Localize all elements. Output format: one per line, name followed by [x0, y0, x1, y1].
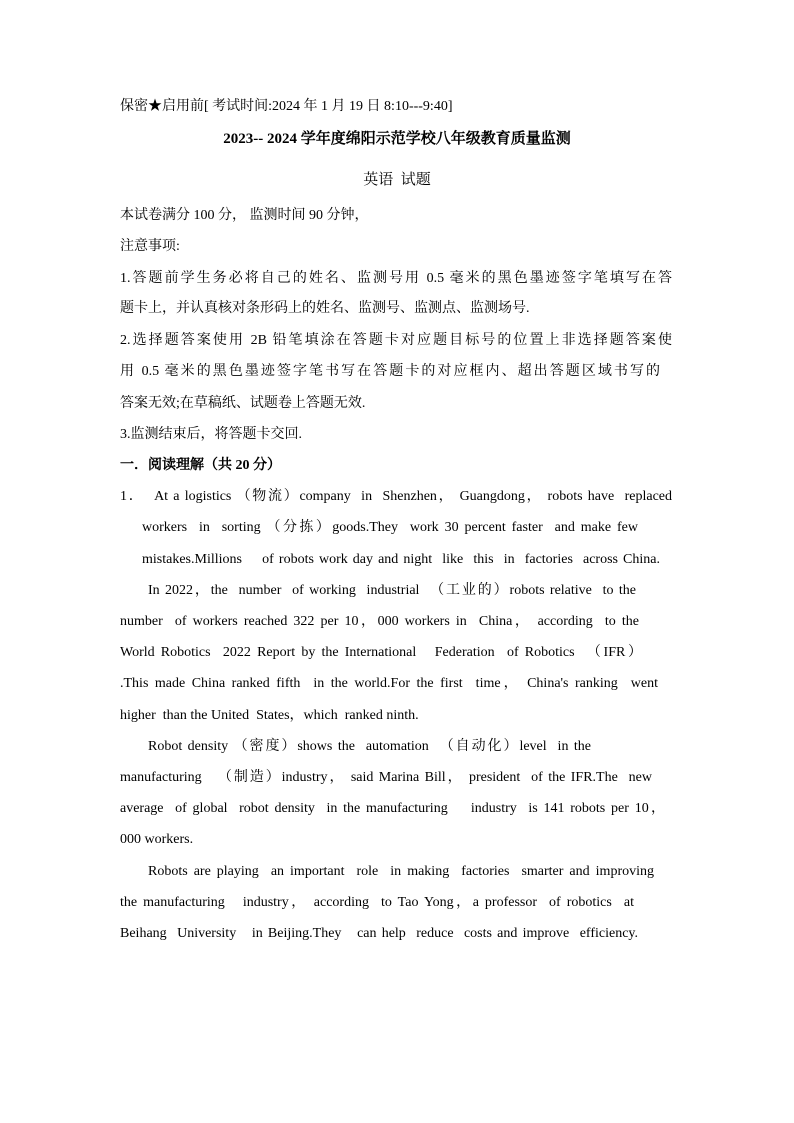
note-2-line-3: 答案无效;在草稿纸、试题卷上答题无效. — [120, 396, 366, 411]
passage-line: workers in sorting （分拣）goods.They work 30 percent faster and make few — [142, 520, 638, 535]
passage-line: manufacturing （制造）industry， said Marina Bill， president of the IFR.The new — [120, 770, 652, 785]
passage-line: higher than the United States，which ranked ninth. — [120, 708, 419, 723]
passage-line: 1． At a logistics （物流）company in Shenzhen， Guangdong， robots have replaced — [120, 489, 672, 504]
note-3: 3.监测结束后，将答题卡交回. — [120, 427, 302, 442]
note-2-line-2: 用 0.5 毫米的黑色墨迹签字笔书写在答题卡的对应框内、超出答题区域书写的 — [120, 364, 660, 379]
confidential-note: 保密★启用前[ 考试时间:2024 年 1 月 19 日 8:10---9:40] — [120, 99, 453, 114]
passage-line: .This made China ranked fifth in the world.For the first time， China's ranking went — [120, 676, 658, 691]
note-1-line-1: 1.答题前学生务必将自己的姓名、监测号用 0.5 毫米的黑色墨迹签字笔填写在答 — [120, 271, 672, 286]
passage-line: World Robotics 2022 Report by the International Federation of Robotics （IFR） — [120, 645, 642, 660]
passage-line: In 2022，the number of working industrial （工业的）robots relative to the — [148, 583, 636, 598]
exam-title: 2023-- 2024 学年度绵阳示范学校八年级教育质量监测 — [223, 131, 571, 147]
passage-line: number of workers reached 322 per 10，000 workers in China， according to the — [120, 614, 639, 629]
passage-line: the manufacturing industry， according to Tao Yong，a professor of robotics at — [120, 895, 634, 910]
passage-line: Beihang University in Beijing.They can help reduce costs and improve efficiency. — [120, 926, 638, 941]
passage-line: 000 workers. — [120, 832, 194, 847]
passage-line: Robots are playing an important role in making factories smarter and improving — [148, 864, 654, 879]
passage-line: Robot density （密度）shows the automation （自动化）level in the — [148, 739, 591, 754]
section-heading: 一．阅读理解（共 20 分） — [120, 458, 281, 473]
subject-title: 英语 试题 — [363, 172, 431, 188]
passage-line: average of global robot density in the manufacturing industry is 141 robots per 10， — [120, 801, 665, 816]
notes-heading: 注意事项: — [120, 239, 180, 254]
passage-line: mistakes.Millions of robots work day and night like this in factories across China. — [142, 552, 660, 567]
score-line: 本试卷满分 100 分， 监测时间 90 分钟， — [120, 208, 369, 223]
note-2-line-1: 2.选择题答案使用 2B 铅笔填涂在答题卡对应题目标号的位置上非选择题答案使 — [120, 333, 672, 348]
note-1-line-2: 题卡上，并认真核对条形码上的姓名、监测号、监测点、监测场号. — [120, 301, 530, 316]
